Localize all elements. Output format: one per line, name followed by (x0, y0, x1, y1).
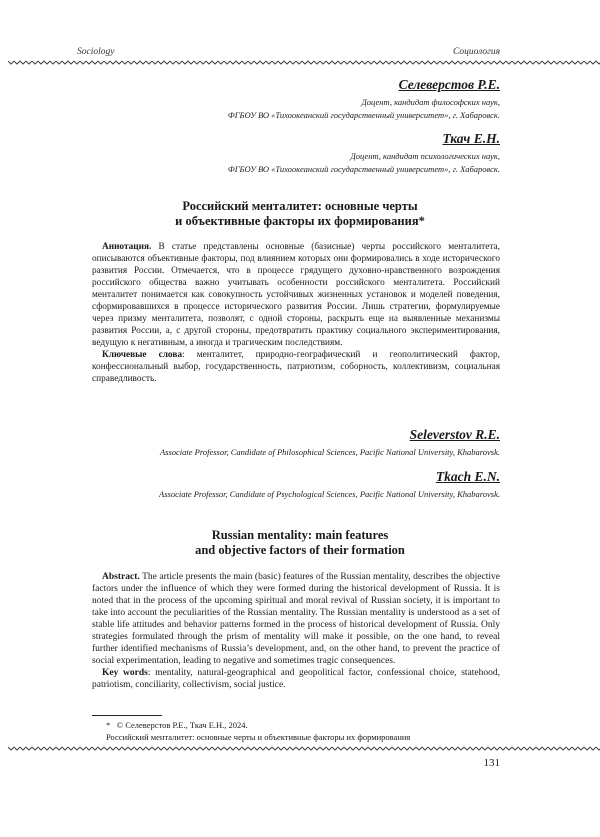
abstract-text: The article presents the main (basic) features of the Russian mentality, describes the objective factors under the influence of which they were formed during the historical development of Russia. It is noted that in the process of the upcoming spiritual and moral revival of Russian society, it is important to take into account the peculiarities of the Russian mentality. The Russian mentality is understood as a set of stable life attitudes and behavior patterns formed in the process of historical development of Russia. Only strategies formulated through the prism of mentality will make it possible, on the one hand, to reveal further identified mechanisms of Russia’s development, and, on the other hand, to prevent the practice of social experimentation, leading to negative and sometimes tragic consequences. (92, 572, 500, 666)
footnote-mark: * (106, 720, 110, 730)
title-line: Российский менталитет: основные черты (100, 199, 500, 214)
author-name: Селеверстов Р.Е. (228, 77, 500, 93)
author-affiliation: Associate Professor, Candidate of Psychological Sciences, Pacific National University, Khabarovsk. (159, 488, 500, 501)
abstract-en (92, 571, 500, 691)
keywords-label: Key words (102, 668, 148, 678)
running-header-right: Социология (453, 47, 500, 57)
abstract-ru (92, 241, 500, 385)
author-name: Tkach E.N. (159, 469, 500, 485)
author-affiliation: ФГБОУ ВО «Тихоокеанский государственный университет», г. Хабаровск. (228, 109, 500, 122)
author-block-1-en (160, 427, 500, 459)
title-line: Russian mentality: main features (100, 528, 500, 543)
running-header-left: Sociology (77, 47, 114, 57)
author-affiliation: Associate Professor, Candidate of Philosophical Sciences, Pacific National University, Khabarovsk. (160, 446, 500, 459)
title-line: and objective factors of their formation (100, 543, 500, 558)
footnote-separator (92, 715, 162, 716)
abstract-label: Аннотация. (102, 242, 151, 252)
article-title-en (100, 528, 500, 558)
author-block-2-en (159, 469, 500, 501)
footnote (106, 719, 410, 743)
keywords-label: Ключевые слова (102, 350, 182, 360)
author-affiliation: ФГБОУ ВО «Тихоокеанский государственный университет», г. Хабаровск. (228, 163, 500, 176)
abstract-paragraph (92, 241, 500, 349)
keywords-paragraph (92, 349, 500, 385)
footnote-copyright: © Селеверстов Р.Е., Ткач Е.Н., 2024. (117, 720, 248, 730)
author-affiliation: Доцент, кандидат философских наук, (228, 96, 500, 109)
author-affiliation: Доцент, кандидат психологических наук, (228, 150, 500, 163)
abstract-paragraph (92, 571, 500, 667)
footnote-line (106, 719, 410, 731)
title-line: и объективные факторы их формирования* (100, 214, 500, 229)
article-title-ru (100, 199, 500, 229)
author-block-1-ru (228, 77, 500, 122)
keywords-text: : менталитет, природно-географический и геополитический фактор, конфессиональный выбор, государственность, патриотизм, соборность, коллективизм, социальная справедливость. (92, 350, 500, 384)
keywords-text: : mentality, natural-geographical and geopolitical factor, confessional choice, statehood, patriotism, conciliarity, collectivism, social justice. (92, 668, 500, 690)
abstract-label: Abstract. (102, 572, 140, 582)
header-ornament-rule (8, 60, 600, 65)
author-name: Ткач Е.Н. (228, 131, 500, 147)
author-block-2-ru (228, 131, 500, 176)
footnote-title: Российский менталитет: основные черты и объективные факторы их формирования (106, 731, 410, 743)
author-name: Seleverstov R.E. (160, 427, 500, 443)
abstract-text: В статье представлены основные (базисные) черты российского менталитета, описываются объективные факторы, под влиянием которых они формировались в ходе исторического развития России. Отмечается, что в процессе грядущего духовно-нравственного возрождения российского общества важно учитывать особенности российского менталитета. Российский менталитет понимается как совокупность устойчивых жизненных установок и моделей поведения, сформировавшихся в процессе исторического развития России. Лишь стратегии, формулируемые через призму менталитета, позволят, с одной стороны, раскрыть еще на выявленные механизмы развития России, а, с другой стороны, предотвратить практику социального экспериментирования, ведущую к негативным, а иногда и трагическим последствиям. (92, 242, 500, 348)
page-number: 131 (484, 757, 501, 769)
keywords-paragraph (92, 667, 500, 691)
footer-ornament-rule (8, 746, 600, 751)
